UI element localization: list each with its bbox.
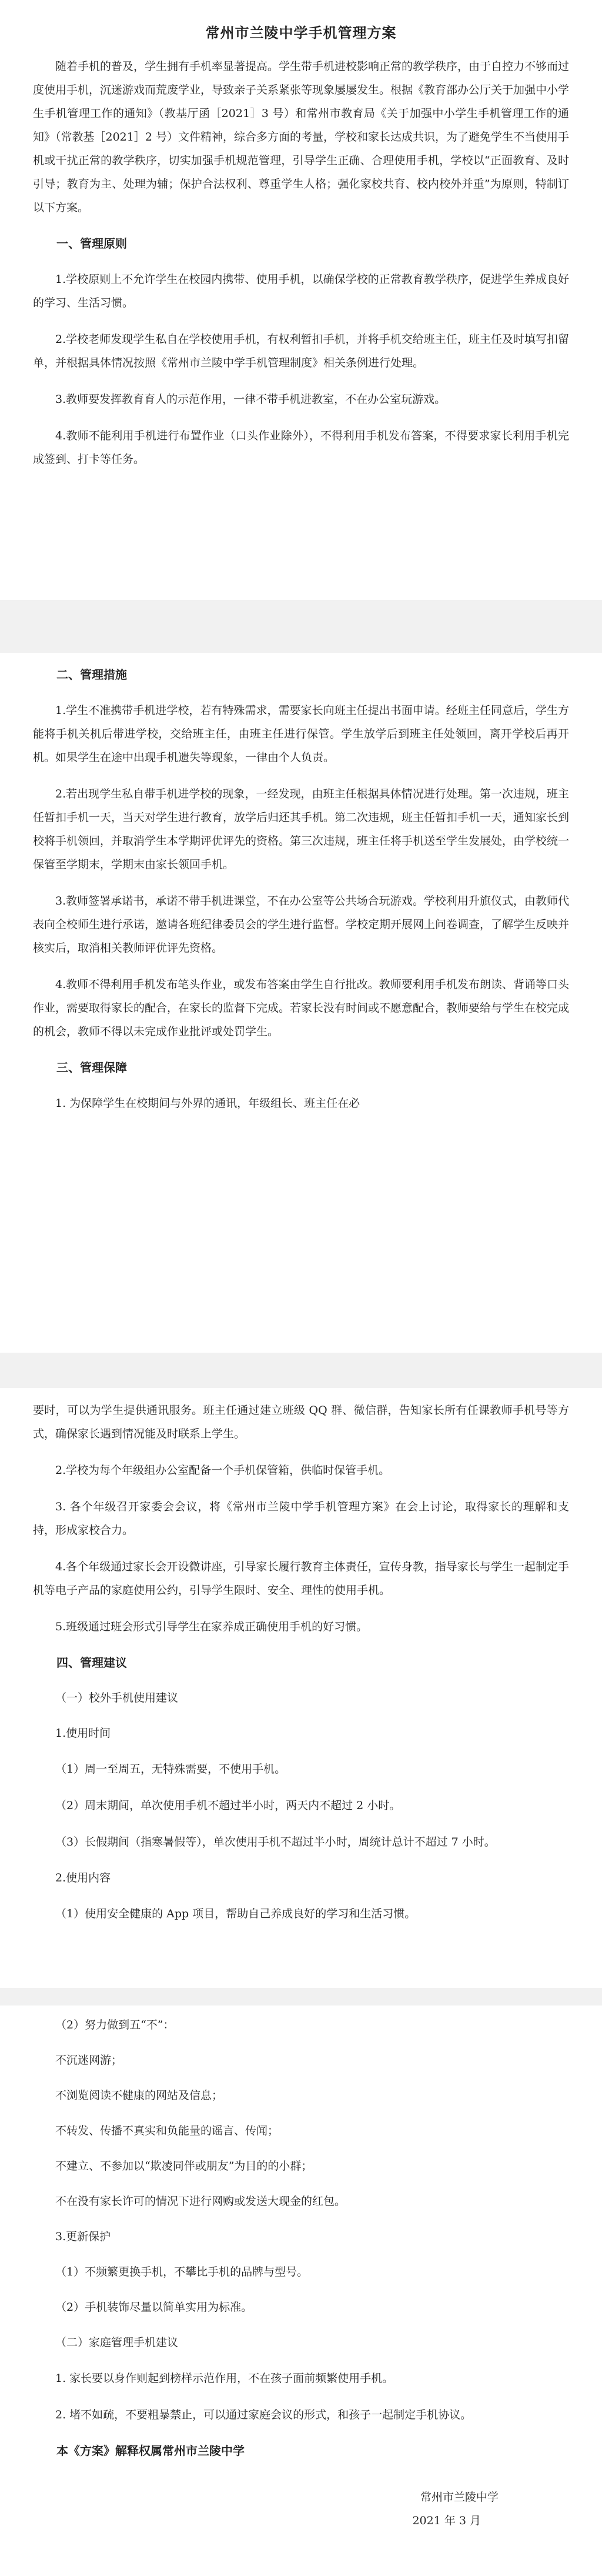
principle-item: 1.学校原则上不允许学生在校园内携带、使用手机，以确保学校的正常教育教学秩序，促进学生养成良好的学习、生活习惯。 — [33, 273, 569, 309]
document-title: 常州市兰陵中学手机管理方案 — [205, 24, 397, 41]
section-heading-suggestions: 四、管理建议 — [56, 1656, 127, 1670]
document-page-1 — [0, 0, 602, 600]
update-item: （2）手机装饰尽量以简单实用为标准。 — [55, 2301, 253, 2314]
page-gap — [0, 1353, 602, 1388]
section-heading-measures: 二、管理措施 — [56, 668, 127, 682]
usage-time-item: （1）周一至周五，无特殊需要，不使用手机。 — [55, 1763, 286, 1776]
measure-item: 3.教师签署承诺书，承诺不带手机进课堂，不在办公室等公共场合玩游戏。学校利用升旗仪式，由教师代表向全校师生进行承诺，邀请各班纪律委员会的学生进行监督。学校定期开展网上问卷调查，了解学生反映并核实后，取消相关教师评优评先资格。 — [33, 895, 570, 955]
measure-item: 2.若出现学生私自带手机进学校的现象，一经发现，由班主任根据具体情况进行处理。第一次违规，班主任暂扣手机一天，当天对学生进行教育，放学后归还其手机。第二次违规，班主任暂扣手机一天，通知家长到校将手机领回，并取消学生本学期评优评先的资格。第三次违规，班主任将手机送至学生发展处，由学校统一保管至学期末，学期末由家长领回手机。 — [33, 788, 570, 871]
five-no-item: 不沉迷网游； — [55, 2054, 123, 2067]
subsection-family: （二）家庭管理手机建议 — [55, 2336, 179, 2349]
guarantee-item: 3. 各个年级召开家委会会议，将《常州市兰陵中学手机管理方案》在会上讨论，取得家长的理解和支持，形成家校合力。 — [33, 1500, 569, 1537]
five-no-item: 不浏览阅读不健康的网站及信息； — [55, 2089, 223, 2102]
usage-time-title: 1.使用时间 — [55, 1727, 111, 1740]
closing-statement: 本《方案》解释权属常州市兰陵中学 — [56, 2444, 245, 2458]
subsection-outside-school: （一）校外手机使用建议 — [55, 1691, 179, 1704]
guarantee-item: 5.班级通过班会形式引导学生在家养成正确使用手机的好习惯。 — [55, 1620, 368, 1633]
document-page-2 — [0, 653, 602, 1353]
family-item: 2. 堵不如疏，不要粗暴禁止，可以通过家庭会议的形式，和孩子一起制定手机协议。 — [55, 2408, 472, 2421]
date: 2021 年 3 月 — [412, 2514, 481, 2527]
update-item: （1）不频繁更换手机，不攀比手机的品牌与型号。 — [55, 2265, 309, 2278]
page-gap — [0, 600, 602, 653]
section-heading-guarantee: 三、管理保障 — [56, 1060, 127, 1075]
usage-time-item: （3）长假期间（指寒暑假等），单次使用手机不超过半小时，周统计总计不超过 7 小时。 — [55, 1836, 496, 1848]
guarantee-item: 4.各个年级通过家长会开设微讲座，引导家长履行教育主体责任，宣传身教，指导家长与学生一起制定手机等电子产品的家庭使用公约，引导学生限时、安全、理性的使用手机。 — [33, 1560, 569, 1597]
guarantee-item-continued: 要时，可以为学生提供通讯服务。班主任通过建立班级 QQ 群、微信群，告知家长所有任课教师手机号等方式，确保家长遇到情况能及时联系上学生。 — [33, 1404, 569, 1440]
intro-paragraph: 随着手机的普及，学生拥有手机率显著提高。学生带手机进校影响正常的教学秩序，由于自控力不够而过度使用手机，沉迷游戏而荒废学业，导致亲子关系紧张等现象屡屡发生。根据《教育部办公厅关于加强中小学生手机管理工作的通知》（教基厅函［2021］3 号）和常州市教育局《关于加强中小学生手机管理工作的通知》（常教基［2021］2 号）文件精神，综合多方面的考量，学校和家长达成共识，为了避免学生不当使用手机或干扰正常的教学秩序，切实加强手机规范管理，引导学生正确、合理使用手机，学校以“正面教育、及时引导；教育为主、处理为辅；保护合法权利、尊重学生人格；强化家校共育、校内校外并重”为原则，特制订以下方案。 — [33, 60, 570, 214]
usage-time-item: （2）周末期间，单次使用手机不超过半小时，两天内不超过 2 小时。 — [55, 1799, 401, 1812]
measure-item: 1.学生不准携带手机进学校，若有特殊需求，需要家长向班主任提出书面申请。经班主任同意后，学生方能将手机关机后带进学校，交给班主任，由班主任进行保管。学生放学后到班主任处领回，离开学校后再开机。如果学生在途中出现手机遗失等现象，一律由个人负责。 — [33, 704, 569, 764]
five-no-title: （2）努力做到五“不”： — [55, 2018, 175, 2031]
five-no-item: 不在没有家长许可的情况下进行网购或发送大现金的红包。 — [55, 2195, 346, 2208]
measure-item: 4.教师不得利用手机发布笔头作业，或发布答案由学生自行批改。教师要利用手机发布朗读、背诵等口头作业，需要取得家长的配合，在家长的监督下完成。若家长没有时间或不愿意配合，教师要给与学生在校完成的机会，教师不得以未完成作业批评或处罚学生。 — [33, 978, 570, 1038]
usage-content-title: 2.使用内容 — [55, 1871, 111, 1884]
principle-item: 4.教师不能利用手机进行布置作业（口头作业除外），不得利用手机发布答案，不得要求家长利用手机完成签到、打卡等任务。 — [33, 429, 569, 466]
guarantee-item: 2.学校为每个年级组办公室配备一个手机保管箱，供临时保管手机。 — [55, 1464, 390, 1477]
principle-item: 2.学校老师发现学生私自在学校使用手机，有权利暂扣手机，并将手机交给班主任，班主任及时填写扣留单，并根据具体情况按照《常州市兰陵中学手机管理制度》相关条例进行处理。 — [33, 333, 569, 369]
five-no-item: 不转发、传播不真实和负能量的谣言、传闻； — [55, 2124, 279, 2137]
usage-content-item: （1）使用安全健康的 App 项目，帮助自己养成良好的学习和生活习惯。 — [55, 1907, 416, 1920]
principle-item: 3.教师要发挥教育育人的示范作用，一律不带手机进教室，不在办公室玩游戏。 — [55, 393, 446, 406]
family-item: 1. 家长要以身作则起到榜样示范作用，不在孩子面前频繁使用手机。 — [55, 2372, 394, 2385]
document-page-4 — [0, 2006, 602, 2576]
section-heading-principles: 一、管理原则 — [56, 236, 127, 251]
page-gap — [0, 1988, 602, 2006]
five-no-item: 不建立、不参加以“欺凌同伴或朋友”为目的的小群； — [55, 2160, 313, 2173]
document-page-3 — [0, 1388, 602, 1988]
guarantee-item-partial: 1. 为保障学生在校期间与外界的通讯，年级组长、班主任在必 — [55, 1097, 360, 1110]
signature: 常州市兰陵中学 — [420, 2491, 499, 2504]
update-title: 3.更新保护 — [55, 2230, 111, 2243]
